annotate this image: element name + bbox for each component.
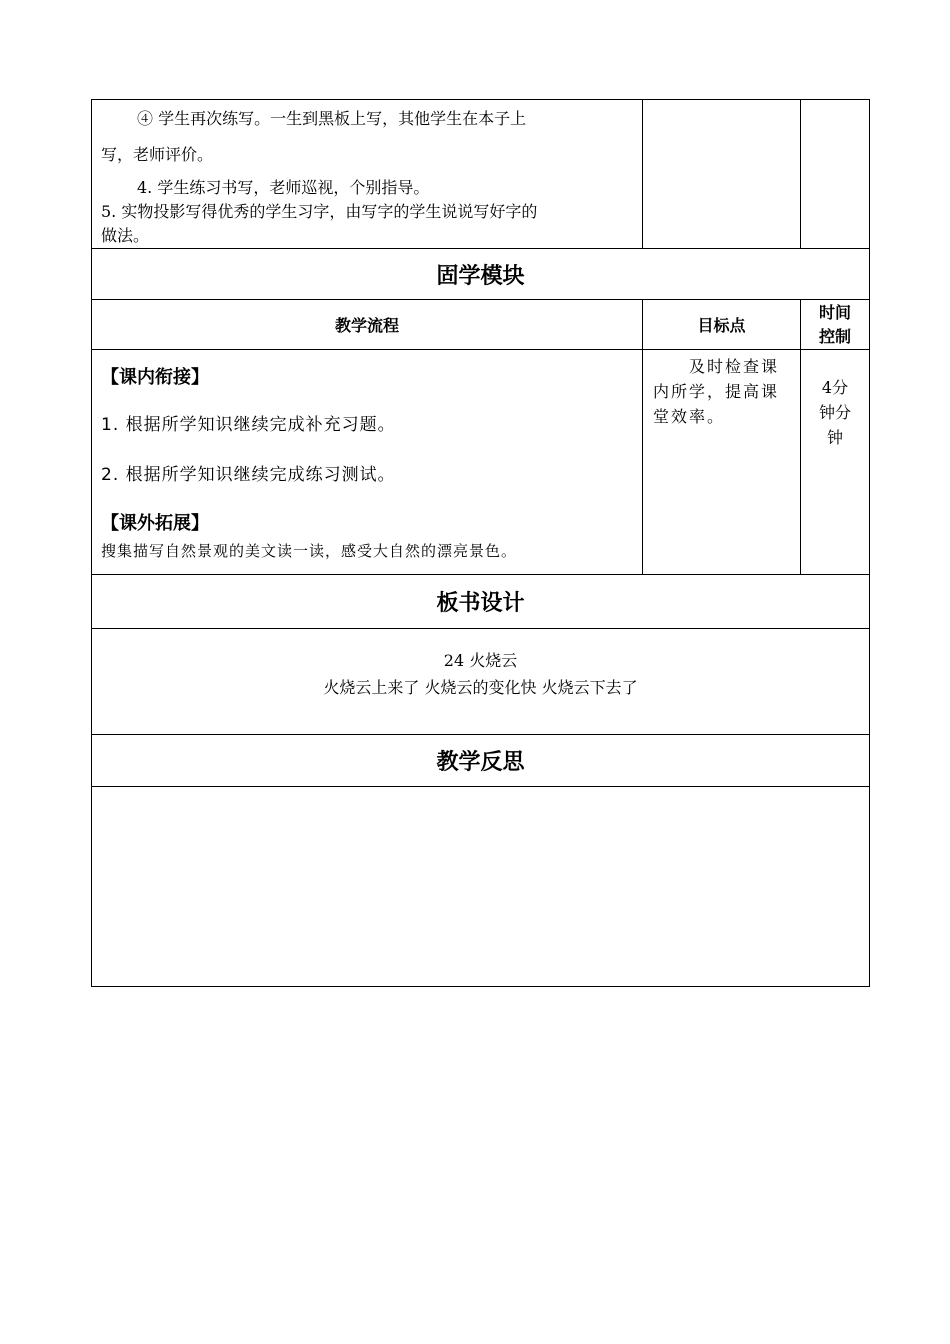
time-text-line: 钟 <box>826 428 843 447</box>
extra-title: 【课外拓展】 <box>101 513 209 534</box>
board-line: 火烧云上来了 火烧云的变化快 火烧云下去了 <box>323 678 638 697</box>
header-row <box>92 300 870 350</box>
continuation-process-cell <box>92 100 643 249</box>
goal-text-line: 堂效率。 <box>653 407 726 426</box>
header-time <box>801 300 870 350</box>
consolidation-time-cell <box>801 350 870 575</box>
header-process: 教学流程 <box>92 300 643 350</box>
goal-text-line: 及时检查课 <box>689 357 780 376</box>
consolidation-goal-cell <box>643 350 801 575</box>
consolidation-row <box>92 350 870 575</box>
header-goal: 目标点 <box>643 300 801 350</box>
header-time-line: 时间 <box>818 302 851 322</box>
continuation-line: 4. 学生练习书写，老师巡视，个别指导。 <box>137 178 430 197</box>
continuation-goal-cell <box>643 100 801 249</box>
reflection-cell[interactable] <box>92 787 870 987</box>
board-design-cell <box>92 629 870 735</box>
extra-text: 搜集描写自然景观的美文读一读，感受大自然的漂亮景色。 <box>101 542 518 560</box>
goal-text-line: 内所学，提高课 <box>653 382 780 401</box>
lesson-plan-table <box>91 99 870 987</box>
continuation-line: 5. 实物投影写得优秀的学生习字，由写字的学生说说写好字的 <box>101 202 538 221</box>
continuation-row <box>92 100 870 249</box>
in-class-title: 【课内衔接】 <box>101 367 209 388</box>
consolidation-process-cell <box>92 350 643 575</box>
continuation-line: ④ 学生再次练写。一生到黑板上写，其他学生在本子上 <box>137 109 527 128</box>
time-text-line: 钟分 <box>818 403 851 422</box>
header-time-line: 控制 <box>818 326 851 346</box>
time-text-line: 4分 <box>821 378 849 397</box>
continuation-line: 做法。 <box>101 226 150 245</box>
continuation-time-cell <box>801 100 870 249</box>
section-title-consolidation: 固学模块 <box>92 249 870 300</box>
in-class-item: 1. 根据所学知识继续完成补充习题。 <box>101 415 396 435</box>
section-title-board: 板书设计 <box>92 575 870 629</box>
board-line: 24 火烧云 <box>443 651 518 670</box>
section-title-reflection: 教学反思 <box>92 735 870 787</box>
continuation-line: 写，老师评价。 <box>101 145 214 164</box>
in-class-item: 2. 根据所学知识继续完成练习测试。 <box>101 465 396 485</box>
